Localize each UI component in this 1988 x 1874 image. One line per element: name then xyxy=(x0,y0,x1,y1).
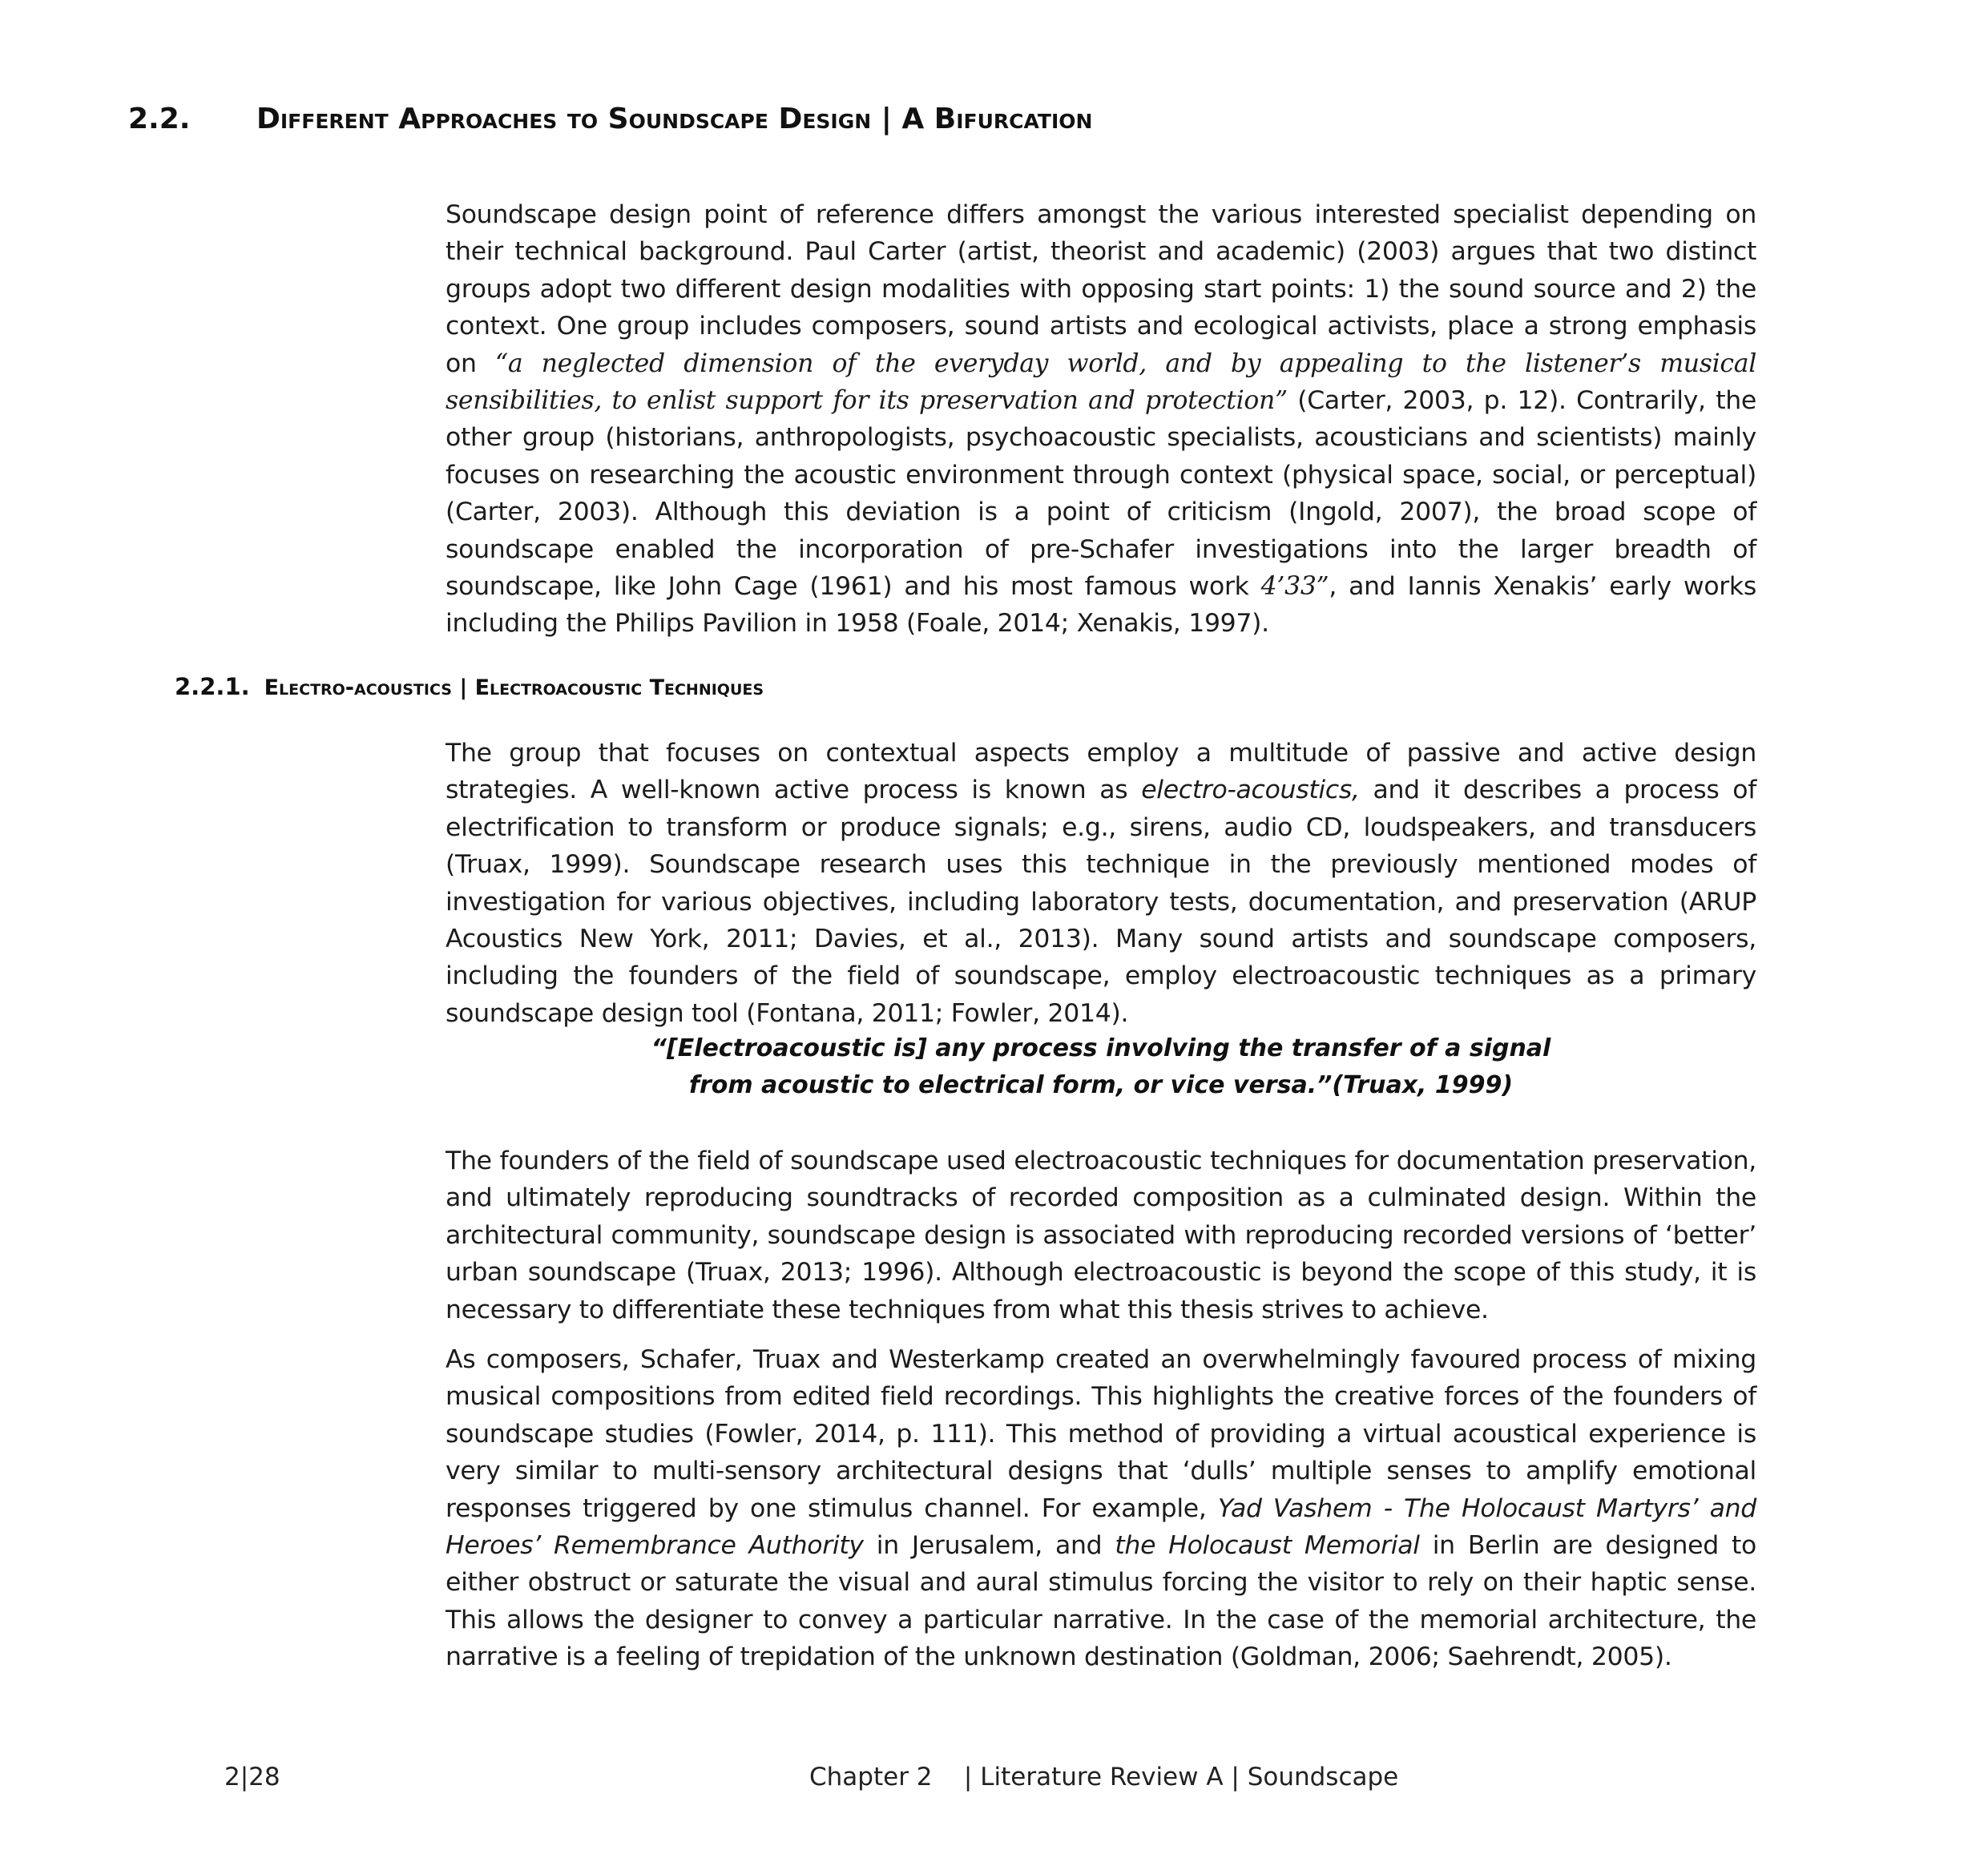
carter-quote: “a neglected dimension of the everyday world, and by appealing to the listener’s musical sensibilities, to enlist support for its preservation and protection” xyxy=(446,349,1756,416)
section-title: Different Approaches to Soundscape Design | A Bifurcation xyxy=(256,103,1093,135)
subsection-number: 2.2.1. xyxy=(175,673,250,700)
quote-line-2: from acoustic to electrical form, or vice versa.”(Truax, 1999) xyxy=(688,1071,1514,1099)
section-heading xyxy=(128,103,1651,135)
paragraph-2: The group that focuses on contextual aspects employ a multitude of passive and active design strategies. A well-known active process is known as electro-acoustics, and it describes a process of electrification to transform or produce signals; e.g., sirens, audio CD, loudspeakers, and transducers (Truax, 1999). Soundscape research uses this technique in the previously mentioned modes of investigation for various objectives, including laboratory tests, documentation, and preservation (ARUP Acoustics New York, 2011; Davies, et al., 2013). Many sound artists and soundscape composers, including the founders of the field of soundscape, employ electroacoustic techniques as a primary soundscape design tool (Fontana, 2011; Fowler, 2014). xyxy=(446,739,1756,1028)
term-electro-acoustics: electro-acoustics, xyxy=(1141,776,1360,805)
section-number: 2.2. xyxy=(128,103,191,135)
block-quote xyxy=(446,1030,1756,1104)
place-holocaust-memorial: the Holocaust Memorial xyxy=(1115,1531,1420,1561)
paragraph-4: As composers, Schafer, Truax and Westerkamp created an overwhelmingly favoured process of mixing musical compositions from edited field recordings. This highlights the creative forces of the founders of soundscape studies (Fowler, 2014, p. 111). This method of providing a virtual acoustical experience is very similar to multi-sensory architectural designs that ‘dulls’ multiple senses to amplify emotional responses triggered by one stimulus channel. For example, Yad Vashem - The Holocaust Martyrs’ and Heroes’ Remembrance Authority in Jerusalem, and the Holocaust Memorial in Berlin are designed to either obstruct or saturate the visual and aural stimulus forcing the visitor to rely on their haptic sense. This allows the designer to convey a particular narrative. In the case of the memorial architecture, the narrative is a feeling of trepidation of the unknown destination (Goldman, 2006; Saehrendt, 2005). xyxy=(446,1345,1757,1672)
subsection-title: Electro-acoustics | Electroacoustic Techniques xyxy=(264,675,764,700)
page-number: 2|28 xyxy=(224,1763,280,1791)
place-yad-vashem: Yad Vashem - The Holocaust Martyrs’ and Heroes’ Remembrance Authority xyxy=(446,1493,1757,1561)
work-title: 4’33” xyxy=(1260,572,1329,602)
paragraph-3: The founders of the field of soundscape used electroacoustic techniques for documentation preservation, and ultimately reproducing soundtracks of recorded composition as a culminated design. Within the architectural community, soundscape design is associated with reproducing recorded versions of ‘better’ urban soundscape (Truax, 2013; 1996). Although electroacoustic is beyond the scope of this study, it is necessary to differentiate these techniques from what this thesis strives to achieve. xyxy=(446,1147,1756,1324)
subsection-heading xyxy=(175,673,1377,700)
paragraph-1: Soundscape design point of reference differs amongst the various interested specialist depending on their technical background. Paul Carter (artist, theorist and academic) (2003) argues that two distinct groups adopt two different design modalities with opposing start points: 1) the sound source and 2) the context. One group includes composers, sound artists and ecological activists, place a strong emphasis on “a neglected dimension of the everyday world, and by appealing to the listener’s musical sensibilities, to enlist support for its preservation and protection” (Carter, 2003, p. 12). Contrarily, the other group (historians, anthropologists, psychoacoustic specialists, acousticians and scientists) mainly focuses on researching the acoustic environment through context (physical space, social, or perceptual) (Carter, 2003). Although this deviation is a point of criticism (Ingold, 2007), the broad scope of soundscape enabled the incorporation of pre-Schafer investigations into the larger breadth of soundscape, like John Cage (1961) and his most famous work 4’33”, and Iannis Xenakis’ early works including the Philips Pavilion in 1958 (Foale, 2014; Xenakis, 1997). xyxy=(446,200,1756,639)
quote-line-1: “[Electroacoustic is] any process involving the transfer of a signal xyxy=(651,1034,1551,1062)
chapter-footer: Chapter 2 | Literature Review A | Soundscape xyxy=(809,1763,1399,1791)
